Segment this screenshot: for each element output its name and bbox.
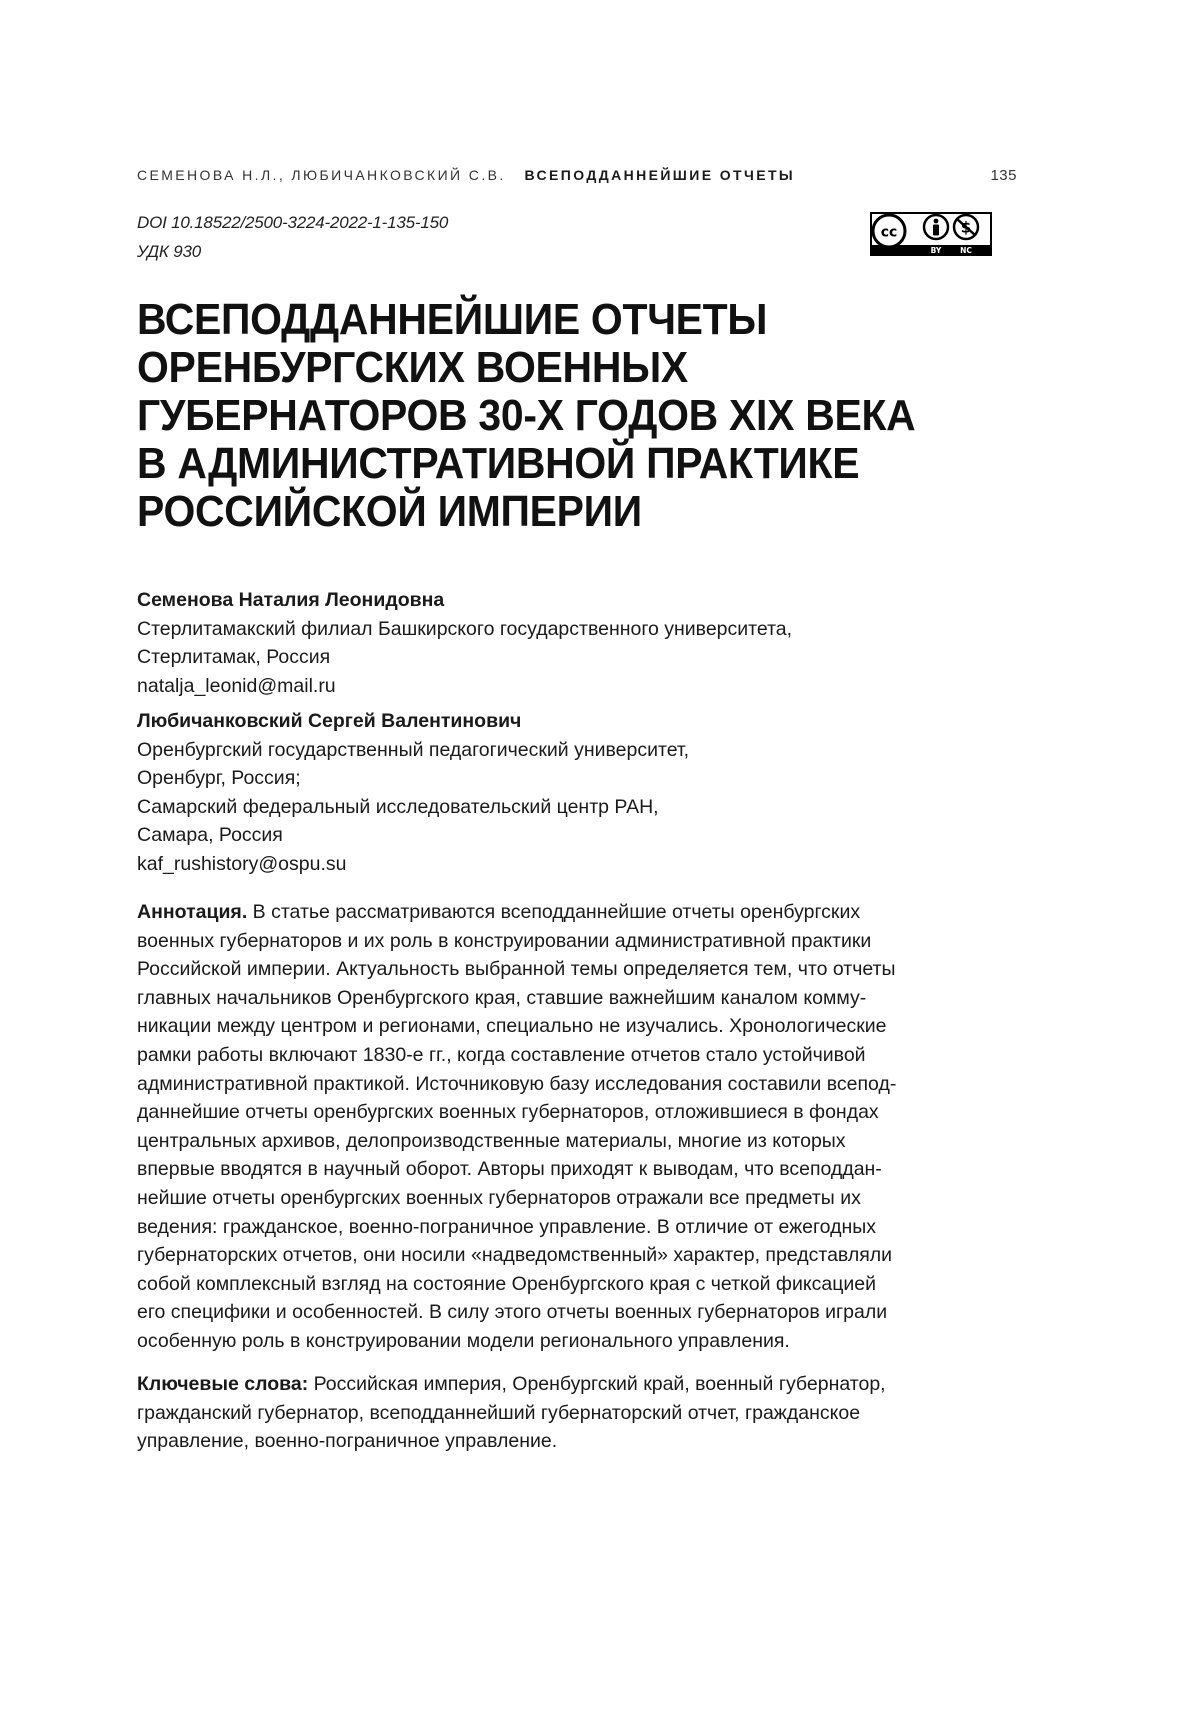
abstract-line: административной практикой. Источниковую базу исследования составили всепод- — [137, 1070, 1017, 1099]
author-block — [137, 586, 997, 700]
running-head-title: ВСЕПОДДАННЕЙШИЕ ОТЧЕТЫ — [525, 167, 796, 183]
author-location: Стерлитамак, Россия — [137, 643, 997, 672]
title-line: ВСЕПОДДАННЕЙШИЕ ОТЧЕТЫ — [137, 296, 955, 344]
keywords-line: гражданский губернатор, всеподданнейший губернаторский отчет, гражданское — [137, 1399, 1017, 1428]
udc: УДК 930 — [137, 237, 448, 266]
by-label: BY — [931, 246, 942, 255]
cc-icon — [873, 215, 905, 247]
authors-section — [137, 586, 997, 878]
keywords-line: управление, военно-пограничное управление. — [137, 1427, 1017, 1456]
abstract-line: впервые вводятся в научный оборот. Авторы приходят к выводам, что всеподдан- — [137, 1155, 1017, 1184]
abstract-text: В статье рассматриваются всеподданнейшие отчеты оренбургских — [247, 901, 860, 923]
nc-label: NC — [960, 246, 972, 255]
attribution-icon — [924, 215, 948, 239]
author-location: Самара, Россия — [137, 821, 997, 850]
keywords — [137, 1370, 1017, 1456]
abstract-line: рамки работы включают 1830-е гг., когда составление отчетов стало устойчивой — [137, 1041, 1017, 1070]
author-affiliation: Оренбургский государственный педагогический университет, — [137, 736, 997, 765]
title-line: РОССИЙСКОЙ ИМПЕРИИ — [137, 488, 955, 536]
abstract-line: губернаторских отчетов, они носили «надведомственный» характер, представляли — [137, 1241, 1017, 1270]
title-line: ГУБЕРНАТОРОВ 30-Х ГОДОВ XIX ВЕКА — [137, 392, 955, 440]
running-head — [137, 167, 1007, 183]
author-block — [137, 707, 997, 878]
author-affiliation: Стерлитамакский филиал Башкирского государственного университета, — [137, 615, 997, 644]
keywords-line — [137, 1370, 1017, 1399]
author-email: kaf_rushistory@ospu.su — [137, 850, 997, 879]
article-meta — [137, 208, 448, 266]
abstract — [137, 898, 1017, 1356]
author-name: Любичанковский Сергей Валентинович — [137, 707, 997, 736]
article-title — [137, 296, 955, 536]
author-email: natalja_leonid@mail.ru — [137, 672, 997, 701]
abstract-line: собой комплексный взгляд на состояние Оренбургского края с четкой фиксацией — [137, 1270, 1017, 1299]
abstract-line: особенную роль в конструировании модели регионального управления. — [137, 1327, 1017, 1356]
cc-label: cc — [881, 225, 898, 241]
title-line: ОРЕНБУРГСКИХ ВОЕННЫХ — [137, 344, 955, 392]
author-location: Оренбург, Россия; — [137, 764, 997, 793]
abstract-line: никации между центром и регионами, специально не изучались. Хронологические — [137, 1012, 1017, 1041]
abstract-line: главных начальников Оренбургского края, ставшие важнейшим каналом комму- — [137, 984, 1017, 1013]
running-head-authors: СЕМЕНОВА Н.Л., ЛЮБИЧАНКОВСКИЙ С.В. — [137, 167, 506, 183]
non-commercial-icon — [954, 215, 978, 239]
abstract-line: Российской империи. Актуальность выбранной темы определяется тем, что отчеты — [137, 955, 1017, 984]
page-number: 135 — [990, 167, 1017, 184]
abstract-line: военных губернаторов и их роль в конструировании административной практики — [137, 927, 1017, 956]
abstract-line — [137, 898, 1017, 927]
abstract-line: центральных архивов, делопроизводственные материалы, многие из которых — [137, 1127, 1017, 1156]
abstract-line: нейшие отчеты оренбургских военных губернаторов отражали все предметы их — [137, 1184, 1017, 1213]
keywords-text: Российская империя, Оренбургский край, военный губернатор, — [308, 1373, 885, 1395]
abstract-label: Аннотация. — [137, 901, 247, 923]
title-line: В АДМИНИСТРАТИВНОЙ ПРАКТИКЕ — [137, 440, 955, 488]
doi: DOI 10.18522/2500-3224-2022-1-135-150 — [137, 208, 448, 237]
abstract-line: ведения: гражданское, военно-пограничное управление. В отличие от ежегодных — [137, 1213, 1017, 1242]
author-affiliation: Самарский федеральный исследовательский центр РАН, — [137, 793, 997, 822]
author-name: Семенова Наталия Леонидовна — [137, 586, 997, 615]
abstract-line: его специфики и особенностей. В силу этого отчеты военных губернаторов играли — [137, 1298, 1017, 1327]
keywords-label: Ключевые слова: — [137, 1373, 308, 1395]
cc-by-nc-license-badge — [870, 212, 992, 256]
abstract-line: даннейшие отчеты оренбургских военных губернаторов, отложившиеся в фондах — [137, 1098, 1017, 1127]
